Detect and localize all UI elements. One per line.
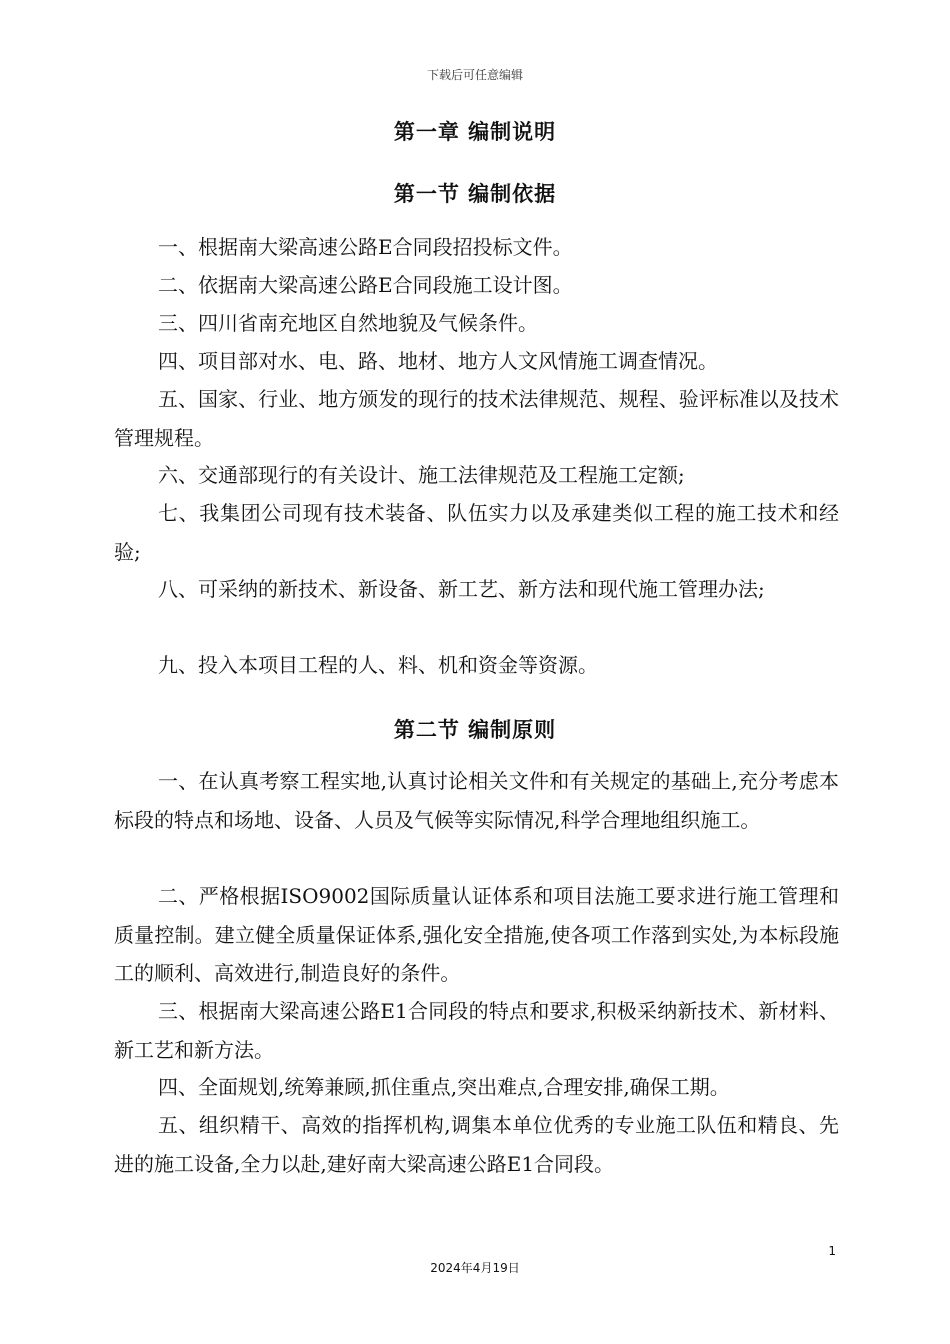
basis-item-7: 七、我集团公司现有技术装备、队伍实力以及承建类似工程的施工技术和经验; [114,501,839,564]
basis-item-1: 一、根据南大梁高速公路E合同段招投标文件。 [158,235,573,259]
principle-item-1: 一、在认真考察工程实地,认真讨论相关文件和有关规定的基础上,充分考虑本标段的特点和场地、设备、人员及气候等实际情况,科学合理地组织施工。 [114,769,839,832]
section-title-principles: 第二节 编制原则 [393,718,557,742]
principle-item-3: 三、根据南大梁高速公路E1合同段的特点和要求,积极采纳新技术、新材料、新工艺和新方法。 [114,999,839,1062]
footer-date: 2024年4月19日 [430,1261,520,1275]
page-header-note: 下载后可任意编辑 [426,68,523,82]
section-title-basis: 第一节 编制依据 [393,182,557,206]
principle-item-4: 四、全面规划,统筹兼顾,抓住重点,突出难点,合理安排,确保工期。 [158,1075,730,1099]
basis-item-8: 八、可采纳的新技术、新设备、新工艺、新方法和现代施工管理办法; [158,577,765,601]
page-number: 1 [828,1244,836,1258]
principle-item-5: 五、组织精干、高效的指挥机构,调集本单位优秀的专业施工队伍和精良、先进的施工设备,全力以赴,建好南大梁高速公路E1合同段。 [114,1113,839,1176]
basis-item-9: 九、投入本项目工程的人、料、机和资金等资源。 [158,653,598,677]
basis-item-4: 四、项目部对水、电、路、地材、地方人文风情施工调查情况。 [158,349,718,373]
principle-item-2: 二、严格根据ISO9002国际质量认证体系和项目法施工要求进行施工管理和质量控制。建立健全质量保证体系,强化安全措施,使各项工作落到实处,为本标段施工的顺利、高效进行,制造良好的条件。 [114,884,839,985]
basis-item-5: 五、国家、行业、地方颁发的现行的技术法律规范、规程、验评标准以及技术管理规程。 [114,387,839,450]
basis-item-3: 三、四川省南充地区自然地貌及气候条件。 [158,311,538,335]
basis-item-6: 六、交通部现行的有关设计、施工法律规范及工程施工定额; [158,463,685,487]
basis-item-2: 二、依据南大梁高速公路E合同段施工设计图。 [158,273,573,297]
chapter-title: 第一章 编制说明 [393,120,557,144]
